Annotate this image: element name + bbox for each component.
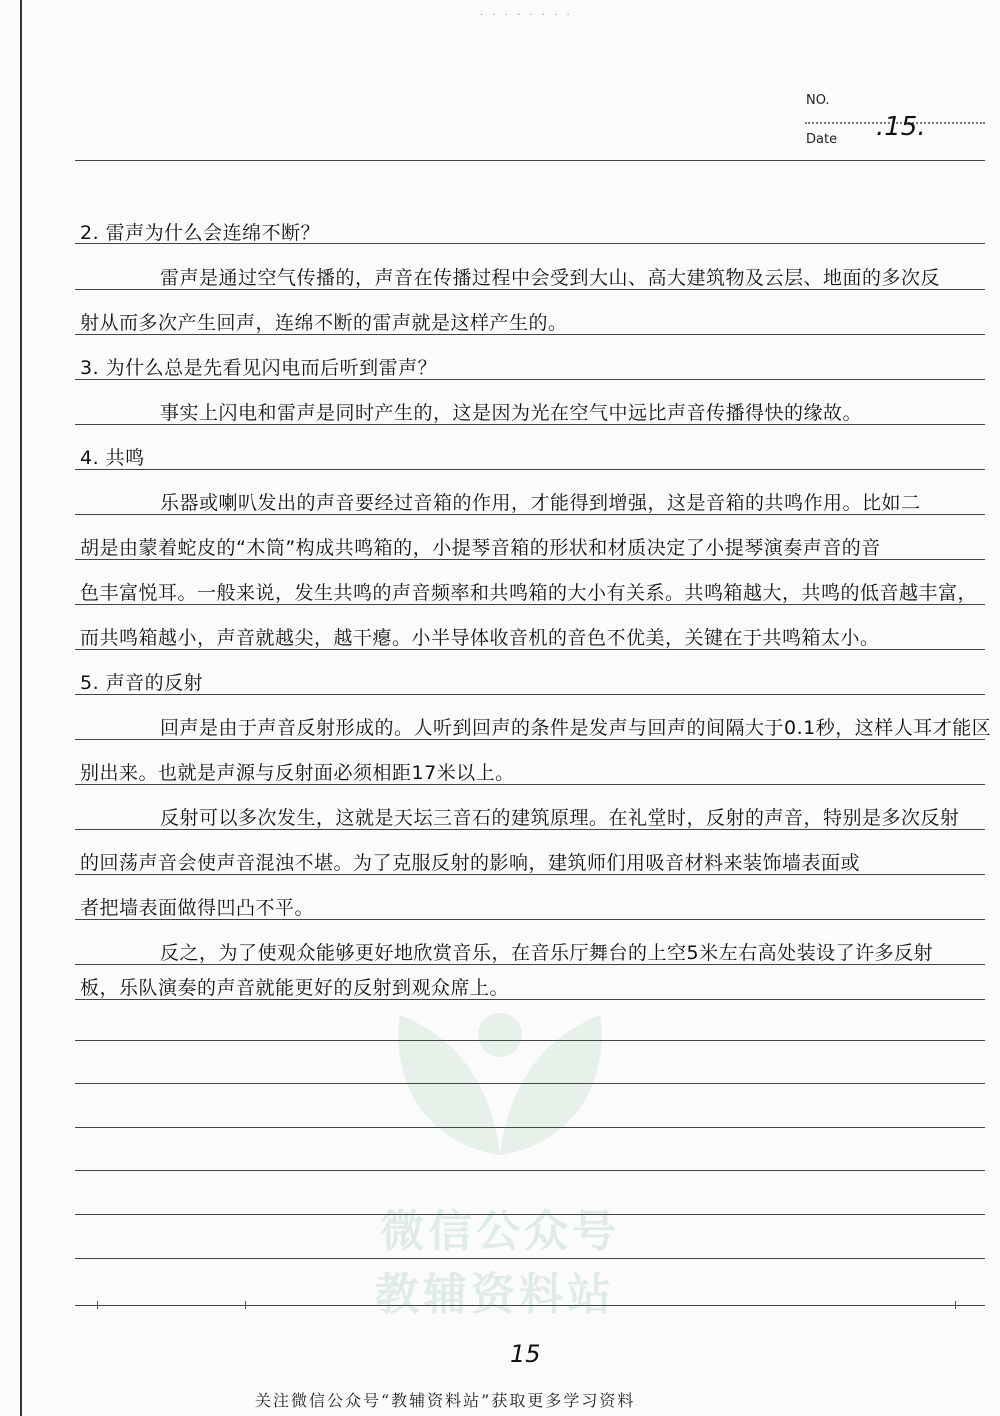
ruled-line [75, 160, 985, 161]
top-dots: · · · · · · · · [480, 10, 573, 21]
text-line: 而共鸣箱越小，声音就越尖，越干瘪。小半导体收音机的音色不优美，关键在于共鸣箱太小。 [80, 627, 880, 649]
tick-mark [245, 1301, 246, 1309]
watermark-line-1: 微信公众号 [380, 1206, 620, 1257]
question-2-heading: 2. 雷声为什么会连绵不断？ [80, 222, 321, 244]
text-line: 事实上闪电和雷声是同时产生的，这是因为光在空气中远比声音传播得快的缘故。 [160, 402, 863, 424]
text-line: 反之，为了使观众能够更好地欣赏音乐，在音乐厅舞台的上空5米左右高处装设了许多反射 [160, 942, 934, 964]
no-label: NO. [806, 93, 830, 108]
text-line: 乐器或喇叭发出的声音要经过音箱的作用，才能得到增强，这是音箱的共鸣作用。比如二 [160, 492, 921, 514]
section-5-heading: 5. 声音的反射 [80, 672, 204, 694]
binding-margin-line [20, 0, 22, 1416]
section-4-heading: 4. 共鸣 [80, 447, 145, 469]
text-line: 胡是由蒙着蛇皮的“木筒”构成共鸣箱的，小提琴音箱的形状和材质决定了小提琴演奏声音的音 [80, 537, 881, 559]
text-line: 者把墙表面做得凹凸不平。 [80, 897, 315, 919]
text-line: 回声是由于声音反射形成的。人听到回声的条件是发声与回声的间隔大于0.1秒，这样人耳才能区 [160, 717, 992, 739]
text-line: 的回荡声音会使声音混浊不堪。为了克服反射的影响，建筑师们用吸音材料来装饰墙表面或 [80, 852, 861, 874]
page-number: 15 [510, 1340, 541, 1368]
text-line: 别出来。也就是声源与反射面必须相距17米以上。 [80, 762, 515, 784]
text-line: 反射可以多次发生，这就是天坛三音石的建筑原理。在礼堂时，反射的声音，特别是多次反射 [160, 807, 960, 829]
text-line: 板，乐队演奏的声音就能更好的反射到观众席上。 [80, 977, 510, 999]
question-3-heading: 3. 为什么总是先看见闪电而后听到雷声？ [80, 357, 438, 379]
watermark-line-2: 教辅资料站 [375, 1269, 615, 1320]
tick-mark [955, 1301, 956, 1309]
date-label: Date [806, 132, 838, 147]
tick-mark [97, 1301, 98, 1309]
leaf-logo-watermark [370, 995, 630, 1185]
footer-note: 关注微信公众号“教辅资料站”获取更多学习资料 [255, 1391, 636, 1410]
text-line: 雷声是通过空气传播的，声音在传播过程中会受到大山、高大建筑物及云层、地面的多次反 [160, 267, 941, 289]
text-line: 射从而多次产生回声，连绵不断的雷声就是这样产生的。 [80, 312, 568, 334]
text-line: 色丰富悦耳。一般来说，发生共鸣的声音频率和共鸣箱的大小有关系。共鸣箱越大，共鸣的低音越丰富， [80, 582, 978, 604]
date-value: .15. [876, 112, 926, 142]
